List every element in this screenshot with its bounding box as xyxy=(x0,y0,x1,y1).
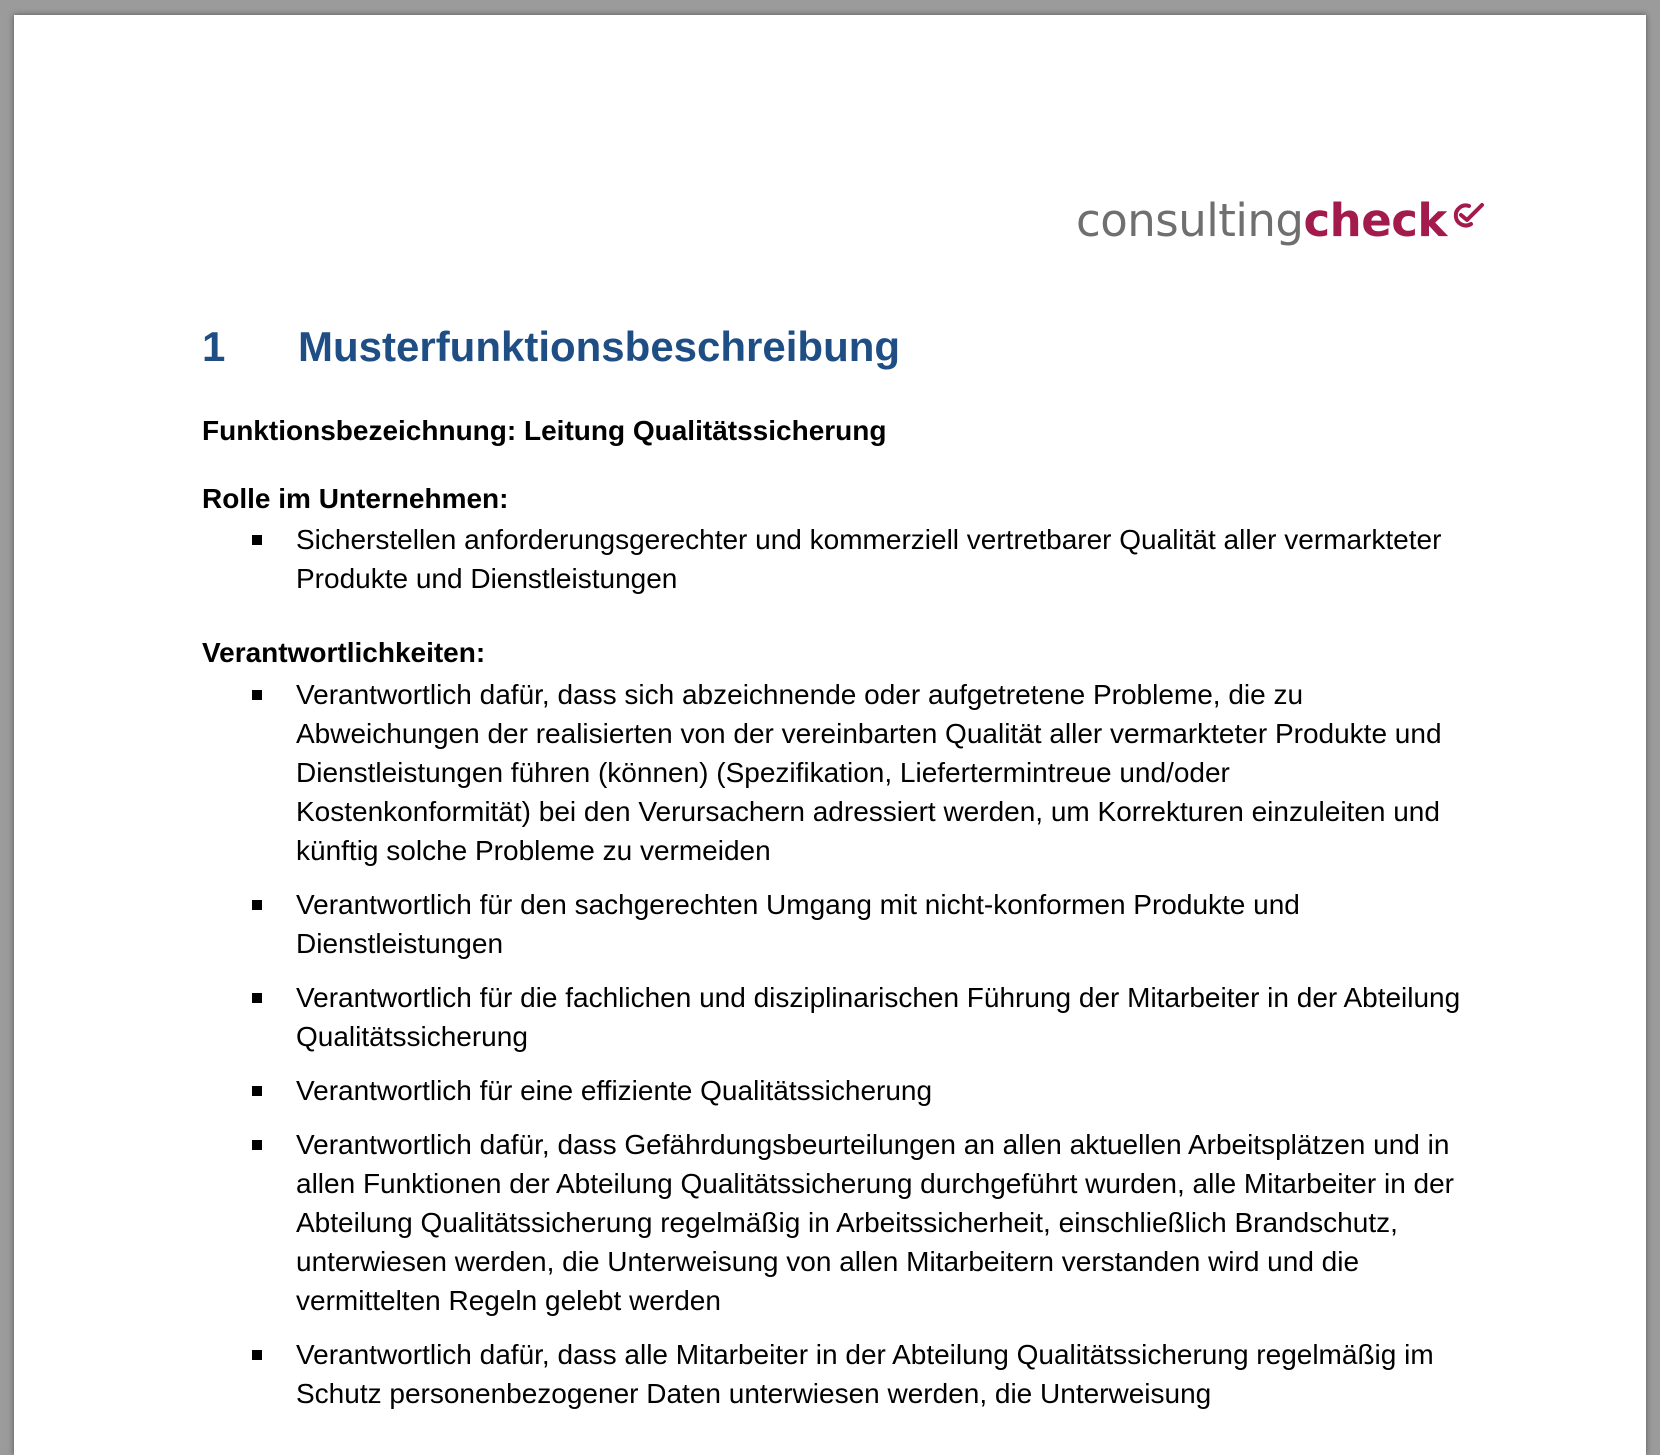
list-item xyxy=(14,675,1466,870)
list-item-text: Verantwortlich für den sachgerechten Umgang mit nicht-konformen Produkte und Dienstleistungen xyxy=(296,889,1300,959)
list-item-text: Verantwortlich für die fachlichen und disziplinarischen Führung der Mitarbeiter in der Abteilung Qualitätssicherung xyxy=(296,982,1461,1052)
list-item-text: Verantwortlich dafür, dass Gefährdungsbeurteilungen an allen aktuellen Arbeitsplätzen und in allen Funktionen der Abteilung Qualitätssicherung durchgeführt wurden, alle Mitarbeiter in der Abteilung Qualitätssicherung regelmäßig in Arbeitssicherheit, einschließlich Brandschutz, unterwiesen werden, die Unterweisung von allen Mitarbeitern verstanden wird und die vermittelten Regeln gelebt werden xyxy=(296,1129,1455,1316)
bullet-icon xyxy=(252,1086,262,1096)
section-label-responsibilities: Verantwortlichkeiten: xyxy=(202,637,486,668)
bullet-icon xyxy=(252,535,262,545)
list-item xyxy=(14,520,1466,598)
bullet-icon xyxy=(252,993,262,1003)
document-page xyxy=(14,15,1646,1455)
list-item xyxy=(14,978,1466,1056)
list-item-text: Verantwortlich dafür, dass alle Mitarbeiter in der Abteilung Qualitätssicherung regelmäßig im Schutz personenbezogener Daten unterwiesen werden, die Unterweisung xyxy=(296,1339,1434,1409)
heading-title: Musterfunktionsbeschreibung xyxy=(298,323,901,370)
list-item-text: Sicherstellen anforderungsgerechter und kommerziell vertretbarer Qualität aller vermarkteter Produkte und Dienstleistungen xyxy=(296,524,1442,594)
role-list xyxy=(14,520,1466,613)
list-item-text: Verantwortlich für eine effiziente Qualitätssicherung xyxy=(296,1075,933,1106)
list-item xyxy=(14,1125,1466,1320)
heading-number: 1 xyxy=(202,323,226,370)
logo-text-bold: check xyxy=(1303,194,1447,247)
bullet-icon xyxy=(252,900,262,910)
section-label-role: Rolle im Unternehmen: xyxy=(202,483,509,514)
bullet-icon xyxy=(252,1140,262,1150)
function-title: Funktionsbezeichnung: Leitung Qualitätssicherung xyxy=(202,415,887,446)
logo-text-light: consulting xyxy=(1076,194,1304,247)
list-item-text: Verantwortlich dafür, dass sich abzeichnende oder aufgetretene Probleme, die zu Abweichungen der realisierten von der vereinbarten Qualität aller vermarkteter Produkte und Dienstleistungen führen (können) (Spezifikation, Liefertermintreue und/oder Kostenkonformität) bei den Verursachern adressiert werden, um Korrekturen einzuleiten und künftig solche Probleme zu vermeiden xyxy=(296,679,1442,866)
checkmark-icon xyxy=(1449,194,1485,239)
list-item xyxy=(14,885,1466,963)
consultingcheck-logo xyxy=(1076,194,1485,247)
list-item xyxy=(14,1335,1466,1413)
list-item xyxy=(14,1071,1466,1110)
document-heading xyxy=(202,323,900,371)
bullet-icon xyxy=(252,690,262,700)
responsibilities-list xyxy=(14,675,1466,1428)
bullet-icon xyxy=(252,1350,262,1360)
